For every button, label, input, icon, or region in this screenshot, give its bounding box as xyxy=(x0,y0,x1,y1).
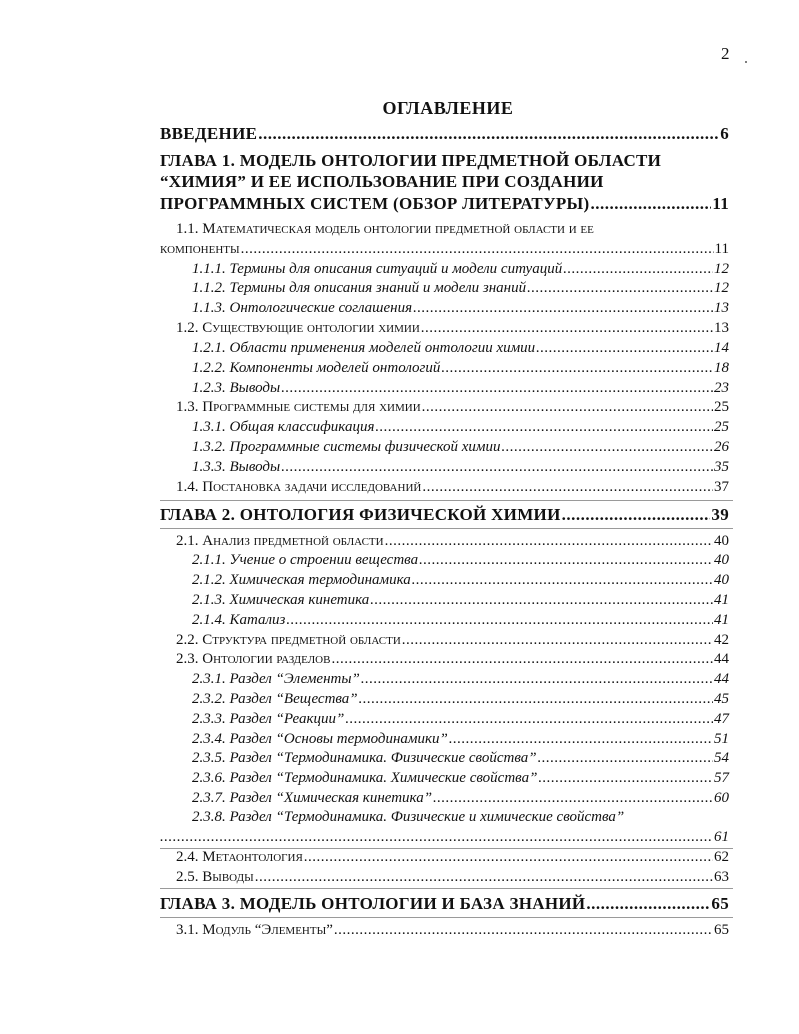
toc-chapter1-line2[interactable]: “ХИМИЯ” И ЕЕ ИСПОЛЬЗОВАНИЕ ПРИ СОЗДАНИИ xyxy=(160,172,604,191)
toc-entry-page: 54 xyxy=(714,750,729,766)
dot-leader xyxy=(449,730,713,749)
toc-entry-label: 1.1.2. Термины для описания знаний и модели знаний xyxy=(192,280,527,296)
dot-leader xyxy=(359,690,713,709)
toc-entry-page: 12 xyxy=(714,261,729,277)
dot-leader xyxy=(402,631,713,650)
dot-leader xyxy=(258,124,719,144)
toc-entry-page: 63 xyxy=(714,869,729,885)
toc-entry-page: 25 xyxy=(714,419,729,435)
toc-entry-page: 6 xyxy=(720,124,729,143)
dot-leader xyxy=(586,894,710,914)
toc-entry-2-3-4[interactable] xyxy=(192,730,729,749)
toc-entry-page: 44 xyxy=(714,671,729,687)
dot-leader xyxy=(370,591,713,610)
dot-leader xyxy=(331,650,713,669)
toc-entry-label: 2.3.6. Раздел “Термодинамика. Химические свойства” xyxy=(192,770,538,786)
toc-entry-label: 2.3. Онтологии разделов xyxy=(176,651,331,667)
toc-section-1-1-line1[interactable] xyxy=(176,220,594,239)
toc-entry-page: 25 xyxy=(714,399,729,415)
dot-leader xyxy=(590,194,711,214)
toc-entry-3-1[interactable] xyxy=(176,921,729,940)
toc-entry-page: 39 xyxy=(711,505,729,524)
toc-entry-2-1-3[interactable] xyxy=(192,591,729,610)
toc-entry-page: 18 xyxy=(714,360,729,376)
toc-entry-label: 2.2. Структура предметной области xyxy=(176,632,401,648)
toc-entry-page: 35 xyxy=(714,459,729,475)
toc-entry-label: 2.1.4. Катализ xyxy=(192,612,286,628)
section-divider xyxy=(160,917,733,918)
toc-entry-label: 1.2.3. Выводы xyxy=(192,380,281,396)
dot-leader xyxy=(286,611,713,630)
page-number: 2 xyxy=(721,44,730,63)
section-divider xyxy=(160,888,733,889)
toc-entry-page: 65 xyxy=(714,922,729,938)
toc-entry-label: 1.1. Математическая модель онтологии предметной области и ее xyxy=(176,221,594,237)
toc-section-2-3-8-line1[interactable]: 2.3.8. Раздел “Термодинамика. Физические и химические свойства” xyxy=(192,809,625,825)
toc-entry-2-3-7[interactable] xyxy=(192,789,729,808)
toc-entry-1-3[interactable] xyxy=(176,398,729,417)
toc-entry-introduction[interactable] xyxy=(160,124,729,144)
dot-leader xyxy=(413,299,713,318)
dot-leader xyxy=(422,478,713,497)
dot-leader xyxy=(562,505,711,525)
toc-entry-label: 2.3.4. Раздел “Основы термодинамики” xyxy=(192,731,448,747)
dot-leader xyxy=(419,551,713,570)
toc-entry-1-4[interactable] xyxy=(176,478,729,497)
toc-entry-label: ПРОГРАММНЫХ СИСТЕМ (ОБЗОР ЛИТЕРАТУРЫ) xyxy=(160,194,590,213)
toc-entry-label: 1.1.1. Термины для описания ситуаций и модели ситуаций xyxy=(192,261,563,277)
toc-entry-page: 41 xyxy=(714,592,729,608)
dot-leader xyxy=(255,868,713,887)
toc-entry-1-1[interactable] xyxy=(160,240,729,259)
toc-entry-page: 14 xyxy=(714,340,729,356)
toc-entry-2-2[interactable] xyxy=(176,631,729,650)
toc-entry-label: ГЛАВА 3. МОДЕЛЬ ОНТОЛОГИИ И БАЗА ЗНАНИЙ xyxy=(160,894,586,913)
toc-entry-1-1-1[interactable] xyxy=(192,260,729,279)
toc-entry-label: 1.3.1. Общая классификация xyxy=(192,419,375,435)
toc-entry-2-3-3[interactable] xyxy=(192,710,729,729)
dot-leader xyxy=(538,769,713,788)
toc-entry-2-3-8[interactable] xyxy=(160,828,729,847)
toc-entry-chapter3[interactable] xyxy=(160,894,729,914)
dot-leader xyxy=(361,670,713,689)
toc-entry-page: 13 xyxy=(714,320,729,336)
toc-entry-label: 1.2.1. Области применения моделей онтологии химии xyxy=(192,340,536,356)
dot-leader xyxy=(345,710,713,729)
toc-entry-label: компоненты xyxy=(160,241,240,257)
dot-leader xyxy=(422,398,713,417)
dot-leader xyxy=(412,571,713,590)
dot-leader xyxy=(421,319,713,338)
toc-entry-page: 13 xyxy=(714,300,729,316)
toc-entry-page: 26 xyxy=(714,439,729,455)
toc-entry-page: 62 xyxy=(714,849,729,865)
toc-entry-page: 40 xyxy=(714,533,729,549)
toc-entry-page: 47 xyxy=(714,711,729,727)
toc-entry-label: 1.4. Постановка задачи исследований xyxy=(176,479,422,495)
toc-entry-page: 37 xyxy=(714,479,729,495)
toc-entry-chapter2[interactable] xyxy=(160,505,729,525)
toc-entry-page: 11 xyxy=(712,194,729,213)
toc-entry-page: 61 xyxy=(714,829,729,845)
toc-entry-2-1[interactable] xyxy=(176,532,729,551)
toc-entry-label: 2.1. Анализ предметной области xyxy=(176,533,384,549)
toc-entry-2-1-2[interactable] xyxy=(192,571,729,590)
toc-entry-label: 2.4. Метаонтология xyxy=(176,849,303,865)
toc-entry-label: 1.3. Программные системы для химии xyxy=(176,399,421,415)
section-divider xyxy=(160,500,733,501)
toc-entry-label: 2.5. Выводы xyxy=(176,869,254,885)
toc-entry-page: 11 xyxy=(714,241,729,257)
toc-entry-1-2[interactable] xyxy=(176,319,729,338)
toc-entry-page: 57 xyxy=(714,770,729,786)
toc-entry-page: 40 xyxy=(714,552,729,568)
section-divider xyxy=(160,528,733,529)
toc-entry-page: 65 xyxy=(711,894,729,913)
dot-leader xyxy=(281,379,713,398)
toc-entry-label: ГЛАВА 2. ОНТОЛОГИЯ ФИЗИЧЕСКОЙ ХИМИИ xyxy=(160,505,561,524)
dot-leader xyxy=(563,260,713,279)
toc-title: ОГЛАВЛЕНИЕ xyxy=(382,98,514,118)
toc-entry-2-3-1[interactable] xyxy=(192,670,729,689)
toc-entry-label: 2.1.1. Учение о строении вещества xyxy=(192,552,419,568)
toc-entry-label: 1.3.2. Программные системы физической химии xyxy=(192,439,501,455)
toc-entry-label: 2.1.3. Химическая кинетика xyxy=(192,592,370,608)
dot-leader xyxy=(538,749,713,768)
toc-entry-2-1-4[interactable] xyxy=(192,611,729,630)
toc-entry-page: 40 xyxy=(714,572,729,588)
toc-entry-1-1-3[interactable] xyxy=(192,299,729,318)
toc-entry-page: 45 xyxy=(714,691,729,707)
toc-entry-chapter1[interactable] xyxy=(160,194,729,214)
toc-entry-label: 2.3.3. Раздел “Реакции” xyxy=(192,711,345,727)
dot-leader xyxy=(334,921,713,940)
toc-entry-label: 1.1.3. Онтологические соглашения xyxy=(192,300,413,316)
dot-leader xyxy=(385,532,713,551)
toc-entry-2-3-5[interactable] xyxy=(192,749,729,768)
toc-entry-2-5[interactable] xyxy=(176,868,729,887)
dot-leader xyxy=(441,359,713,378)
toc-entry-label: ВВЕДЕНИЕ xyxy=(160,124,258,143)
toc-entry-label: 2.3.5. Раздел “Термодинамика. Физические свойства” xyxy=(192,750,537,766)
toc-entry-label: 2.1.2. Химическая термодинамика xyxy=(192,572,411,588)
toc-entry-page: 41 xyxy=(714,612,729,628)
dot-leader xyxy=(241,240,714,259)
toc-entry-1-3-2[interactable] xyxy=(192,438,729,457)
toc-entry-1-3-3[interactable] xyxy=(192,458,729,477)
toc-entry-page: 51 xyxy=(714,731,729,747)
dot-leader xyxy=(304,848,713,867)
toc-entry-label: 3.1. Модуль “Элементы” xyxy=(176,922,333,938)
toc-entry-page: 42 xyxy=(714,632,729,648)
toc-entry-label: 1.2.2. Компоненты моделей онтологий xyxy=(192,360,441,376)
toc-entry-2-3-2[interactable] xyxy=(192,690,729,709)
toc-entry-page: 23 xyxy=(714,380,729,396)
toc-entry-label: 2.3.1. Раздел “Элементы” xyxy=(192,671,360,687)
toc-entry-1-3-1[interactable] xyxy=(192,418,729,437)
toc-entry-2-1-1[interactable] xyxy=(192,551,729,570)
toc-entry-2-3[interactable] xyxy=(176,650,729,669)
dot-leader xyxy=(433,789,713,808)
toc-entry-1-2-3[interactable] xyxy=(192,379,729,398)
toc-entry-1-2-2[interactable] xyxy=(192,359,729,378)
toc-entry-1-1-2[interactable] xyxy=(192,279,729,298)
toc-entry-label: 2.3.7. Раздел “Химическая кинетика” xyxy=(192,790,433,806)
dot-leader xyxy=(160,828,713,847)
toc-entry-1-2-1[interactable] xyxy=(192,339,729,358)
toc-entry-label: 2.3.2. Раздел “Вещества” xyxy=(192,691,358,707)
dot-leader xyxy=(375,418,713,437)
toc-entry-label: 1.3.3. Выводы xyxy=(192,459,281,475)
toc-chapter1-line1[interactable]: ГЛАВА 1. МОДЕЛЬ ОНТОЛОГИИ ПРЕДМЕТНОЙ ОБЛАСТИ xyxy=(160,151,662,170)
dot-leader xyxy=(527,279,713,298)
toc-entry-2-3-6[interactable] xyxy=(192,769,729,788)
toc-entry-page: 12 xyxy=(714,280,729,296)
toc-entry-page: 60 xyxy=(714,790,729,806)
toc-entry-page: 44 xyxy=(714,651,729,667)
toc-entry-label: 1.2. Существующие онтологии химии xyxy=(176,320,420,336)
dot-leader xyxy=(536,339,713,358)
dot-leader xyxy=(281,458,713,477)
toc-entry-2-4[interactable] xyxy=(176,848,729,867)
dot-leader xyxy=(501,438,713,457)
